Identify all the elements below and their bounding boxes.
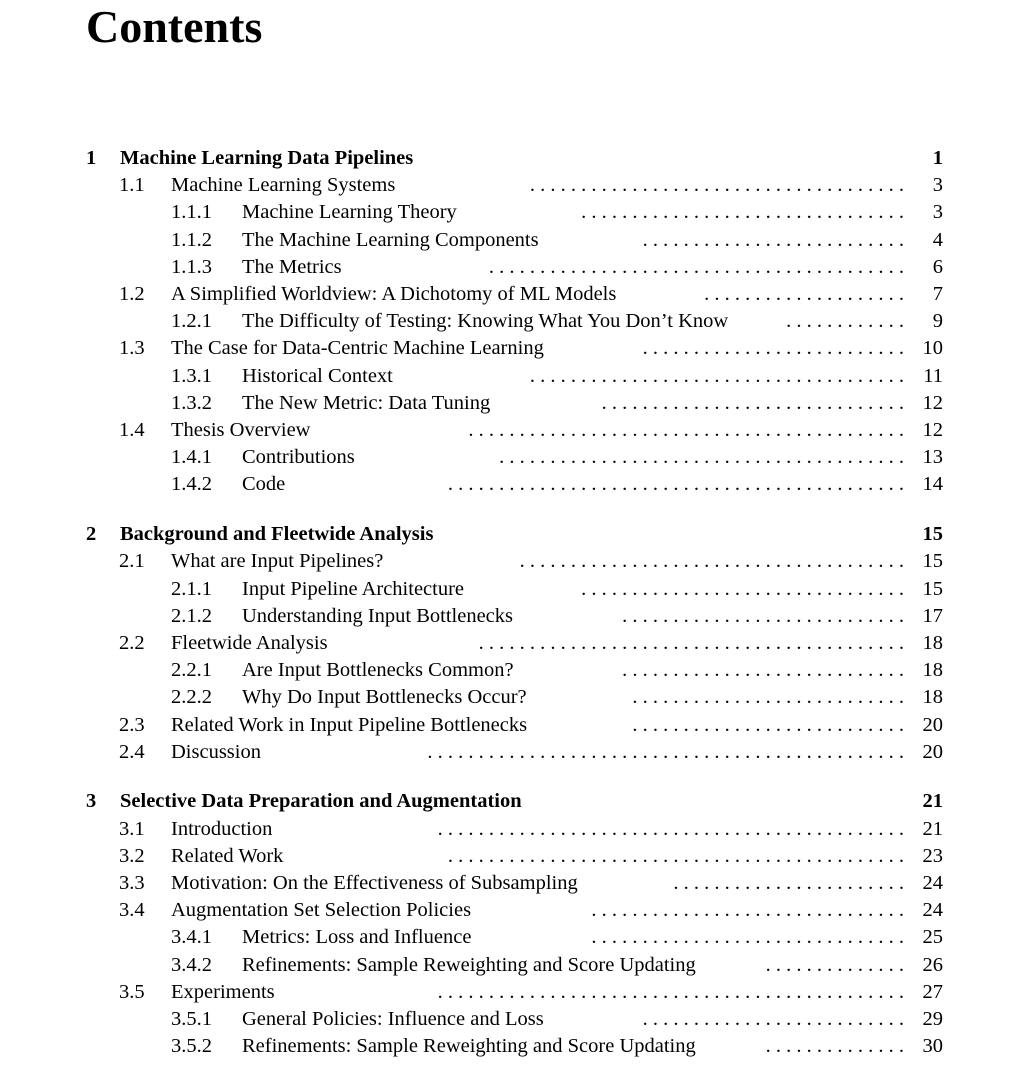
- dot-leader: . . . . . . . . . . . . . . . . . . . . . . . . . . . . . . . .: [581, 201, 904, 223]
- toc-entry-page-number: 3: [932, 201, 943, 223]
- toc-entry-page-number: 29: [922, 1008, 943, 1030]
- toc-entry-subsection[interactable]: [0, 657, 1016, 684]
- toc-entry-subsection[interactable]: [0, 199, 1016, 226]
- toc-entry-number: 1.2.1: [171, 310, 212, 332]
- toc-entry-number: 2.1.1: [171, 578, 212, 600]
- toc-entry-title: Machine Learning Data Pipelines: [120, 147, 414, 169]
- toc-entry-subsection[interactable]: [0, 603, 1016, 630]
- toc-entry-number: 2.2.1: [171, 659, 212, 681]
- toc-entry-page-number: 20: [922, 741, 943, 763]
- toc-entry-number: 1: [86, 147, 97, 169]
- toc-entry-page-number: 18: [922, 686, 943, 708]
- toc-entry-chapter[interactable]: [0, 145, 1016, 172]
- toc-entry-number: 1.3.1: [171, 365, 212, 387]
- toc-entry-title: Related Work in Input Pipeline Bottlenecks: [171, 714, 528, 736]
- toc-entry-subsection[interactable]: [0, 308, 1016, 335]
- toc-entry-page-number: 3: [932, 174, 943, 196]
- toc-entry-title: The Machine Learning Components: [242, 229, 539, 251]
- toc-entry-number: 3.5.1: [171, 1008, 212, 1030]
- toc-entry-section[interactable]: [0, 712, 1016, 739]
- toc-entry-title: Background and Fleetwide Analysis: [120, 523, 434, 545]
- toc-entry-title: Selective Data Preparation and Augmentation: [120, 790, 522, 812]
- toc-entry-subsection[interactable]: [0, 390, 1016, 417]
- page-title: Contents: [86, 1, 263, 52]
- dot-leader: . . . . . . . . . . . . . . . . . . . . . . . . . . . . . . . . . . . . . .: [519, 550, 904, 572]
- dot-leader: . . . . . . . . . . . . . . . . . . . .: [704, 283, 904, 305]
- toc-entry-number: 1.1.1: [171, 201, 212, 223]
- toc-entry-number: 3.3: [119, 872, 145, 894]
- toc-entry-title: Fleetwide Analysis: [171, 632, 328, 654]
- dot-leader: . . . . . . . . . . . . . .: [765, 1035, 904, 1057]
- toc-entry-number: 2: [86, 523, 97, 545]
- toc-entry-subsection[interactable]: [0, 576, 1016, 603]
- toc-entry-section[interactable]: [0, 979, 1016, 1006]
- dot-leader: . . . . . . . . . . . . . . . . . . . . . . . . . . . . . . . . . . . . . . . . . . . . . .: [437, 818, 904, 840]
- toc-entry-subsection[interactable]: [0, 952, 1016, 979]
- toc-entry-number: 1.1.2: [171, 229, 212, 251]
- toc-entry-page-number: 25: [922, 926, 943, 948]
- toc-entry-page-number: 30: [922, 1035, 943, 1057]
- dot-leader: . . . . . . . . . . . . . . . . . . . . . . . . . . . . . . . . . . . . . . . . . .: [478, 632, 904, 654]
- toc-entry-title: Introduction: [171, 818, 273, 840]
- toc-entry-number: 3.1: [119, 818, 145, 840]
- toc-entry-subsection[interactable]: [0, 1006, 1016, 1033]
- toc-entry-number: 2.1.2: [171, 605, 212, 627]
- toc-entry-subsection[interactable]: [0, 227, 1016, 254]
- dot-leader: . . . . . . . . . . . . . . . . . . . . . . . . . . . . . . .: [591, 926, 904, 948]
- toc-entry-page-number: 26: [922, 954, 943, 976]
- dot-leader: . . . . . . . . . . . . . . . . . . . . . . . . . . . .: [622, 659, 904, 681]
- toc-entry-title: Thesis Overview: [171, 419, 311, 441]
- toc-entry-number: 3.5.2: [171, 1035, 212, 1057]
- toc-entry-page-number: 12: [922, 419, 943, 441]
- toc-entry-section[interactable]: [0, 281, 1016, 308]
- toc-entry-number: 1.3.2: [171, 392, 212, 414]
- toc-entry-title: Experiments: [171, 981, 275, 1003]
- toc-entry-title: Understanding Input Bottlenecks: [242, 605, 514, 627]
- dot-leader: . . . . . . . . . . . . . . . . . . . . . . . . . . . . . . . . . . . . .: [529, 174, 904, 196]
- toc-entry-number: 1.4: [119, 419, 145, 441]
- toc-entry-number: 2.4: [119, 741, 145, 763]
- toc-entry-section[interactable]: [0, 816, 1016, 843]
- toc-entry-page-number: 27: [922, 981, 943, 1003]
- toc-entry-title: Discussion: [171, 741, 261, 763]
- toc-entry-subsection[interactable]: [0, 363, 1016, 390]
- dot-leader: . . . . . . . . . . . . . .: [765, 954, 904, 976]
- toc-entry-title: The Metrics: [242, 256, 342, 278]
- toc-entry-page-number: 6: [932, 256, 943, 278]
- toc-entry-page-number: 1: [932, 147, 943, 169]
- dot-leader: . . . . . . . . . . . . . . . . . . . . . . . . . . . . . . . . . . . . . . . . . . .: [468, 419, 904, 441]
- toc-entry-section[interactable]: [0, 870, 1016, 897]
- toc-entry-page-number: 15: [922, 550, 943, 572]
- dot-leader: . . . . . . . . . . . . . . . . . . . . . . . . . . . . . . . .: [581, 578, 904, 600]
- dot-leader: . . . . . . . . . . . . . . . . . . . . . . . . . . . . . . . . . . . . . . . . . . . . . .: [437, 981, 904, 1003]
- toc-entry-page-number: 7: [932, 283, 943, 305]
- dot-leader: . . . . . . . . . . . . . . . . . . . . . . . . . . .: [632, 714, 904, 736]
- toc-entry-page-number: 13: [922, 446, 943, 468]
- toc-entry-page-number: 23: [922, 845, 943, 867]
- toc-entry-page-number: 10: [922, 337, 943, 359]
- dot-leader: . . . . . . . . . . . . . . . . . . . . . . . . . . . . . .: [601, 392, 904, 414]
- toc-entry-page-number: 15: [922, 578, 943, 600]
- toc-entry-number: 2.1: [119, 550, 145, 572]
- toc-entry-section[interactable]: [0, 417, 1016, 444]
- toc-entry-page-number: 18: [922, 632, 943, 654]
- toc-entry-page-number: 20: [922, 714, 943, 736]
- toc-entry-number: 2.2: [119, 632, 145, 654]
- toc-entry-subsection[interactable]: [0, 471, 1016, 498]
- dot-leader: . . . . . . . . . . . . . . . . . . . . . . . . . .: [642, 337, 904, 359]
- toc-entry-page-number: 11: [923, 365, 943, 387]
- toc-entry-section[interactable]: [0, 172, 1016, 199]
- toc-entry-title: Machine Learning Systems: [171, 174, 396, 196]
- toc-entry-subsection[interactable]: [0, 444, 1016, 471]
- toc-entry-section[interactable]: [0, 897, 1016, 924]
- dot-leader: . . . . . . . . . . . .: [786, 310, 904, 332]
- toc-entry-number: 1.1: [119, 174, 145, 196]
- toc-entry-title: What are Input Pipelines?: [171, 550, 384, 572]
- dot-leader: . . . . . . . . . . . . . . . . . . . . . . . . . . . . . . . . . . . . . . . .: [499, 446, 904, 468]
- toc-entry-number: 3.4: [119, 899, 145, 921]
- dot-leader: . . . . . . . . . . . . . . . . . . . . . . . . . . . . . . .: [591, 899, 904, 921]
- toc-entry-number: 1.3: [119, 337, 145, 359]
- toc-entry-number: 3.5: [119, 981, 145, 1003]
- toc-entry-title: The New Metric: Data Tuning: [242, 392, 491, 414]
- dot-leader: . . . . . . . . . . . . . . . . . . . . . . . . . .: [642, 1008, 904, 1030]
- toc-entry-page-number: 24: [922, 872, 943, 894]
- toc-entry-page-number: 4: [932, 229, 943, 251]
- toc-entry-title: Augmentation Set Selection Policies: [171, 899, 472, 921]
- toc-entry-page-number: 15: [922, 523, 943, 545]
- toc-entry-title: The Case for Data-Centric Machine Learning: [171, 337, 544, 359]
- dot-leader: . . . . . . . . . . . . . . . . . . . . . . . . . . . . . . . . . . . . . . . . . . . . .: [447, 845, 904, 867]
- toc-entry-page-number: 17: [922, 605, 943, 627]
- toc-entry-number: 1.4.1: [171, 446, 212, 468]
- toc-entry-title: Refinements: Sample Reweighting and Score Updating: [242, 954, 696, 976]
- toc-entry-chapter[interactable]: [0, 788, 1016, 815]
- toc-entry-section[interactable]: [0, 630, 1016, 657]
- toc-entry-page-number: 21: [922, 818, 943, 840]
- toc-entry-title: Related Work: [171, 845, 284, 867]
- toc-entry-section[interactable]: [0, 548, 1016, 575]
- dot-leader: . . . . . . . . . . . . . . . . . . . . . . . . . . .: [632, 686, 904, 708]
- toc-entry-number: 3.4.2: [171, 954, 212, 976]
- toc-entry-subsection[interactable]: [0, 1033, 1016, 1060]
- toc-entry-subsection[interactable]: [0, 254, 1016, 281]
- toc-entry-title: Code: [242, 473, 286, 495]
- dot-leader: . . . . . . . . . . . . . . . . . . . . . . . . . . . . . . . . . . . . . . . . .: [488, 256, 904, 278]
- toc-entry-page-number: 18: [922, 659, 943, 681]
- toc-entry-page-number: 14: [922, 473, 943, 495]
- toc-entry-title: Why Do Input Bottlenecks Occur?: [242, 686, 527, 708]
- toc-entry-number: 1.4.2: [171, 473, 212, 495]
- toc-entry-title: Machine Learning Theory: [242, 201, 457, 223]
- toc-entry-title: The Difficulty of Testing: Knowing What You Don’t Know: [242, 310, 729, 332]
- toc-entry-title: Contributions: [242, 446, 355, 468]
- toc-entry-title: Metrics: Loss and Influence: [242, 926, 472, 948]
- toc-entry-title: General Policies: Influence and Loss: [242, 1008, 544, 1030]
- toc-entry-title: Motivation: On the Effectiveness of Subsampling: [171, 872, 578, 894]
- toc-entry-page-number: 24: [922, 899, 943, 921]
- toc-entry-title: Refinements: Sample Reweighting and Score Updating: [242, 1035, 696, 1057]
- toc-entry-page-number: 21: [922, 790, 943, 812]
- dot-leader: . . . . . . . . . . . . . . . . . . . . . . . . . . . . . . . . . . . . . . . . . . . . . . .: [427, 741, 904, 763]
- toc-entry-page-number: 12: [922, 392, 943, 414]
- toc-entry-number: 3: [86, 790, 97, 812]
- toc-entry-number: 1.2: [119, 283, 145, 305]
- toc-entry-number: 2.3: [119, 714, 145, 736]
- toc-entry-subsection[interactable]: [0, 924, 1016, 951]
- toc-entry-number: 3.4.1: [171, 926, 212, 948]
- toc-entry-number: 3.2: [119, 845, 145, 867]
- dot-leader: . . . . . . . . . . . . . . . . . . . . . . . . . . . . . . . . . . . . . . . . . . . . .: [447, 473, 904, 495]
- toc-entry-title: A Simplified Worldview: A Dichotomy of ML Models: [171, 283, 617, 305]
- toc-entry-chapter[interactable]: [0, 521, 1016, 548]
- toc-entry-subsection[interactable]: [0, 684, 1016, 711]
- toc-entry-section[interactable]: [0, 739, 1016, 766]
- dot-leader: . . . . . . . . . . . . . . . . . . . . . . .: [673, 872, 904, 894]
- toc-entry-number: 2.2.2: [171, 686, 212, 708]
- toc-entry-page-number: 9: [932, 310, 943, 332]
- toc-entry-title: Input Pipeline Architecture: [242, 578, 465, 600]
- toc-entry-title: Historical Context: [242, 365, 393, 387]
- dot-leader: . . . . . . . . . . . . . . . . . . . . . . . . . .: [642, 229, 904, 251]
- toc-entry-number: 1.1.3: [171, 256, 212, 278]
- dot-leader: . . . . . . . . . . . . . . . . . . . . . . . . . . . . . . . . . . . . .: [529, 365, 904, 387]
- dot-leader: . . . . . . . . . . . . . . . . . . . . . . . . . . . .: [622, 605, 904, 627]
- toc-entry-section[interactable]: [0, 843, 1016, 870]
- toc-entry-title: Are Input Bottlenecks Common?: [242, 659, 514, 681]
- toc-entry-section[interactable]: [0, 335, 1016, 362]
